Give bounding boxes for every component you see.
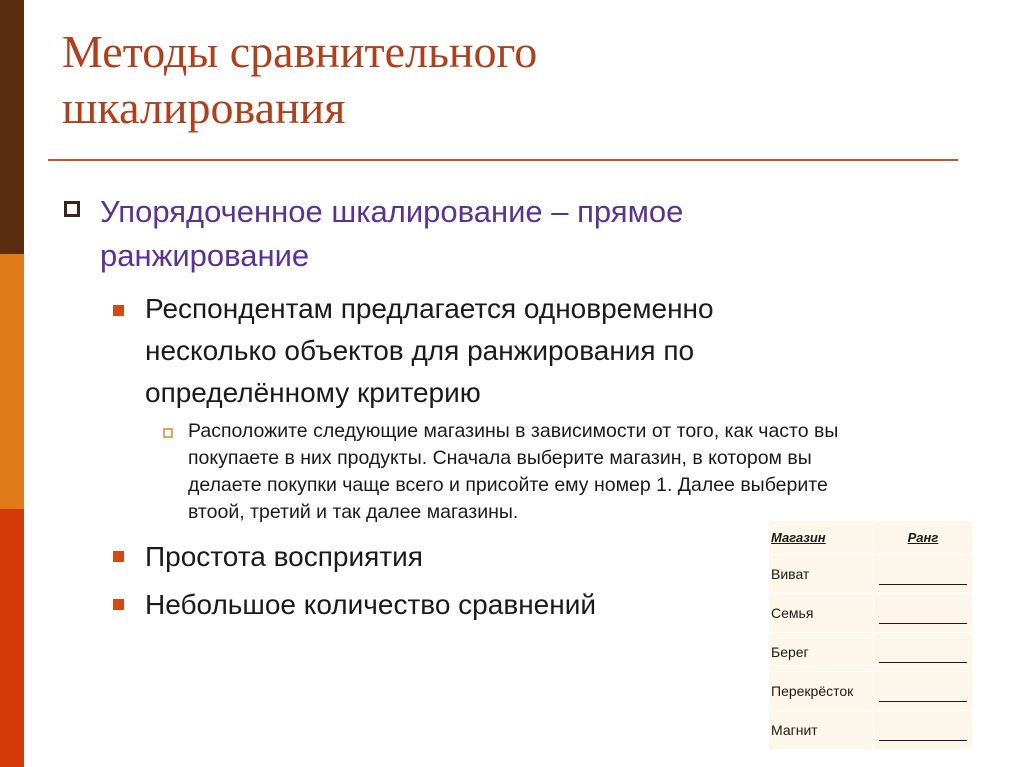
- hollow-square-bullet-icon: [64, 201, 80, 217]
- level2-bullet-simplicity: Простота восприятия: [145, 541, 423, 572]
- rank-blank-line: [879, 700, 967, 702]
- side-stripe-middle: [0, 254, 24, 509]
- table-row: [769, 672, 973, 711]
- store-name: Магнит: [769, 711, 874, 750]
- table-row: [769, 555, 973, 594]
- level2-respondents-line-2: несколько объектов для ранжирования по: [145, 335, 695, 366]
- level1-line-1: Упорядоченное шкалирование – прямое: [100, 194, 684, 229]
- level3-line-3: делаете покупки чаще всего и присойте ему номер 1. Далее выберите: [188, 474, 828, 496]
- square-bullet-icon: [113, 305, 124, 316]
- ranking-table: [768, 520, 973, 750]
- table-header-row: [769, 521, 973, 555]
- level2-bullet-respondents: [145, 288, 935, 414]
- rank-blank-line: [879, 622, 967, 624]
- store-name: Берег: [769, 633, 874, 672]
- table-header-rank: Ранг: [874, 521, 973, 555]
- side-stripe-top: [0, 0, 24, 254]
- slide-title-line-2: шкалирования: [62, 82, 346, 133]
- square-bullet-icon: [113, 599, 124, 610]
- rank-blank-field: [874, 633, 973, 672]
- level2-bullet-comparisons: Небольшое количество сравнений: [145, 589, 596, 620]
- slide-title: [62, 24, 942, 136]
- store-name: Перекрёсток: [769, 672, 874, 711]
- side-stripe-bottom: [0, 509, 24, 767]
- level1-bullet-text: [100, 190, 920, 278]
- store-name: Семья: [769, 594, 874, 633]
- level2-respondents-line-3: определённому критерию: [145, 377, 481, 408]
- level1-line-2: ранжирование: [100, 238, 310, 273]
- level3-line-1: Расположите следующие магазины в зависимости от того, как часто вы: [188, 420, 839, 442]
- level3-instruction-text: [188, 418, 958, 526]
- rank-blank-field: [874, 711, 973, 750]
- small-hollow-square-bullet-icon: [163, 428, 173, 438]
- store-name: Виват: [769, 555, 874, 594]
- level3-line-4: втоой, третий и так далее магазины.: [188, 501, 519, 523]
- rank-blank-field: [874, 555, 973, 594]
- table-row: [769, 633, 973, 672]
- slide-title-line-1: Методы сравнительного: [62, 26, 538, 77]
- table-row: [769, 711, 973, 750]
- rank-blank-field: [874, 672, 973, 711]
- rank-blank-field: [874, 594, 973, 633]
- rank-blank-line: [879, 739, 967, 741]
- square-bullet-icon: [113, 551, 124, 562]
- level3-line-2: покупаете в них продукты. Сначала выберите магазин, в котором вы: [188, 447, 812, 469]
- table-row: [769, 594, 973, 633]
- table-header-store: Магазин: [769, 521, 874, 555]
- rank-blank-line: [879, 661, 967, 663]
- rank-blank-line: [879, 583, 967, 585]
- title-divider: [48, 159, 958, 161]
- level2-respondents-line-1: Респондентам предлагается одновременно: [145, 293, 714, 324]
